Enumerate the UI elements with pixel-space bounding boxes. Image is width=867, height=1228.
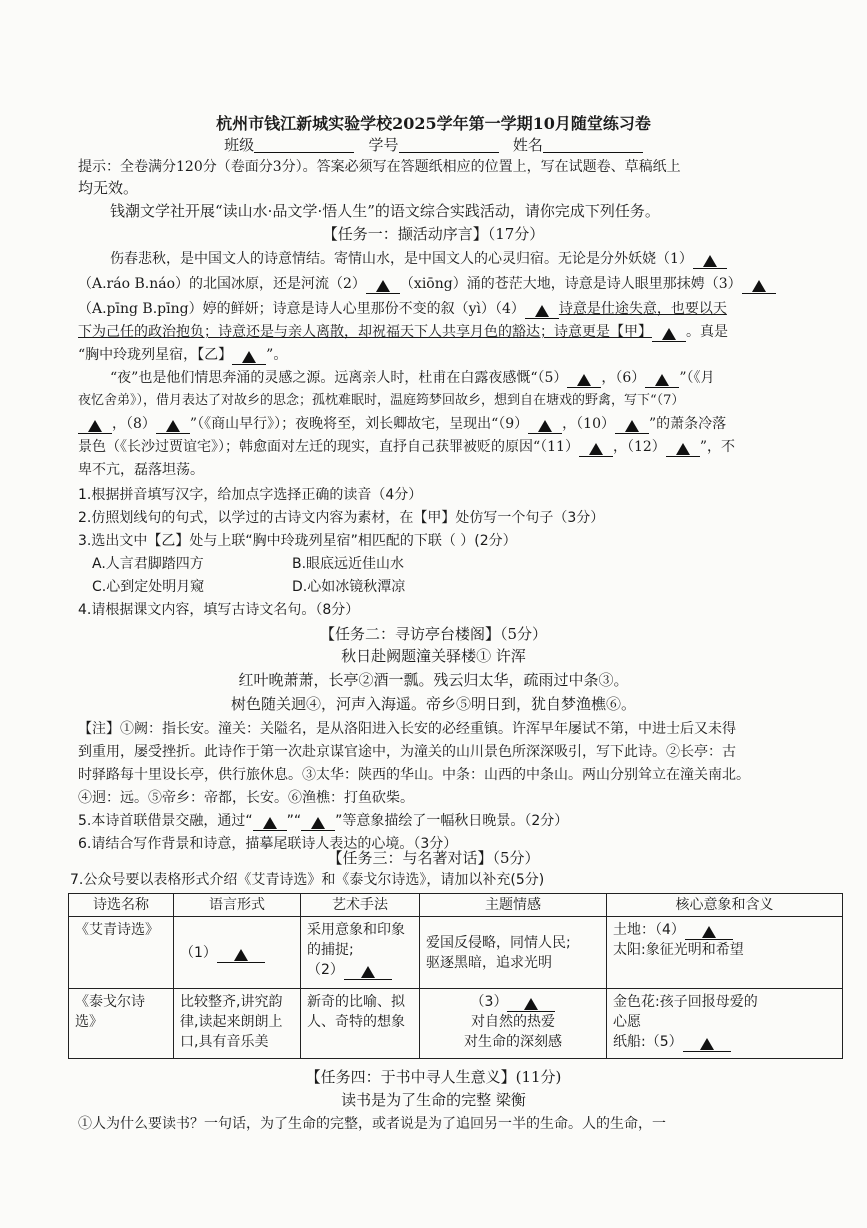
triangle-icon [655,374,669,386]
question-7: 7.公众号要以表格形式介绍《艾青诗选》和《泰戈尔诗选》，请加以补充(5分) [70,872,545,888]
essay-title: 读书是为了生命的完整 梁衡 [341,1091,526,1109]
poem-title: 秋日赴阙题潼关驿楼① 许浑 [341,647,526,665]
number-blank[interactable] [399,136,499,153]
answer-blank[interactable] [301,814,335,831]
answer-blank[interactable] [156,417,190,434]
triangle-icon [577,374,591,386]
class-blank[interactable] [254,136,354,153]
number-label: 学号 [368,136,399,154]
table-header: 语言形式 [174,894,301,917]
table-header-row [69,894,843,917]
option-d[interactable]: D.心如冰镜秋潭凉 [292,579,406,595]
answer-blank[interactable] [525,302,559,319]
triangle-icon [311,817,325,829]
triangle-icon [88,420,102,432]
options-row-2 [92,577,847,597]
table-header: 主题情感 [420,894,607,917]
triangle-icon [700,1038,714,1050]
class-label: 班级 [224,136,255,154]
answer-blank[interactable] [507,995,555,1012]
task1-line: “夜”也是他们情思奔涌的灵感之源。远离亲人时，杜甫在白露夜感慨“（5） ，（6） ”（《月 [110,370,715,386]
exam-title: 杭州市钱江新城实验学校2025学年第一学期10月随堂练习卷 [216,114,651,133]
answer-blank[interactable] [615,417,649,434]
triangle-icon [752,280,766,292]
poetry-table [68,893,843,1059]
triangle-icon [538,420,552,432]
answer-blank[interactable] [683,1035,731,1052]
table-cell: 土地：（4） 太阳:象征光明和希望 [607,917,843,989]
name-label: 姓名 [512,136,543,154]
task1-line: “胸中玲珑列星宿，【乙】 ”。 [78,347,288,363]
essay-paragraph-1: ①人为什么要读书？一句话，为了生命的完整，或者说是为了追回另一半的生命。人的生命，一 [78,1116,666,1132]
table-row [69,917,843,989]
notice-line1: 提示：全卷满分120分（卷面分3分）。答案必须写在答题纸相应的位置上，写在试题卷、草稿纸上 [78,159,681,175]
triangle-icon [676,443,690,455]
poem-note: ④迥：远。⑤帝乡：帝都，长安。⑥渔樵：打鱼砍柴。 [78,790,414,806]
poem-note: 【注】①阙：指长安。潼关：关隘名，是从洛阳进入长安的必经重镇。许浑早年屡试不第，中进士后又未得 [78,721,736,737]
answer-blank[interactable] [217,946,265,963]
task1-line: 下为己任的政治抱负；诗意还是与亲人离散，却祝福天下人共享月色的豁达；诗意更是【甲】 。真是 [78,324,728,340]
triangle-icon [166,420,180,432]
triangle-icon [524,998,538,1010]
notice-line2: 均无效。 [78,179,139,197]
option-a[interactable]: A.人言君脚踏四方 [92,556,204,572]
question-2: 2.仿照划线句的句式，以学过的古诗文内容为素材，在【甲】处仿写一个句子（3分） [78,510,605,526]
poem-note: 时驿路每十里设长亭，供行旅休息。③太华：陕西的华山。中条：山西的中条山。两山分别耸立在潼关南北。 [78,767,750,783]
table-header: 核心意象和含义 [607,894,843,917]
table-cell: 《泰戈尔诗 选》 [69,989,174,1059]
answer-blank[interactable] [232,348,266,365]
task2-heading: 【任务二：寻访亭台楼阁】（5分） [319,625,548,643]
triangle-icon [625,420,639,432]
task1-heading: 【任务一：撷活动序言】（17分） [322,225,545,243]
answer-blank[interactable] [78,417,112,434]
answer-blank[interactable] [567,371,601,388]
task4-heading: 【任务四：于书中寻人生意义】(11分) [305,1068,562,1086]
triangle-icon [662,328,676,340]
task1-line: （A.pīng B.pīng）婷的鲜妍；诗意是诗人心里那份不变的叙（yì）（4） 诗意是仕途失意，也要以天 [78,301,727,317]
table-cell: 比较整齐,讲究韵 律,读起来朗朗上 口,具有音乐美 [174,989,301,1059]
triangle-icon [242,351,256,363]
option-b[interactable]: B.眼底远近佳山水 [292,556,405,572]
table-cell: （1） [174,917,301,989]
question-4: 4.请根据课文内容，填写古诗文名句。（8分） [78,602,360,618]
task1-line: 夜忆舍弟》），借月表达了对故乡的思念；孤枕难眠时，温庭筠梦回故乡，想到自在塘戏的野禽，写下“（7） [78,393,685,408]
table-cell: 采用意象和印象 的捕捉; （2） [301,917,420,989]
question-5: 5.本诗首联借景交融，通过“ ”“ ”等意象描绘了一幅秋日晚景。（2分） [78,813,569,829]
triangle-icon [376,280,390,292]
question-3: 3.选出文中【乙】处与上联“胸中玲珑列星宿”相匹配的下联（ ）(2分） [78,533,517,549]
answer-blank[interactable] [579,440,613,457]
triangle-icon [234,949,248,961]
answer-blank[interactable] [652,325,686,342]
table-row [69,989,843,1059]
answer-blank[interactable] [528,417,562,434]
triangle-icon [589,443,603,455]
table-cell: 新奇的比喻、拟 人、奇特的想象 [301,989,420,1059]
question-1: 1.根据拼音填写汉字，给加点字选择正确的读音（4分） [78,487,423,503]
poem-line-2: 树色随关迥④，河声入海遥。帝乡⑤明日到，犹自梦渔樵⑥。 [230,695,636,713]
answer-blank[interactable] [666,440,700,457]
table-cell: 《艾青诗选》 [69,917,174,989]
answer-blank[interactable] [693,252,727,269]
options-row-1 [92,554,847,574]
table-cell: 爱国反侵略，同情人民; 驱逐黑暗，追求光明 [420,917,607,989]
table-header: 艺术手法 [301,894,420,917]
answer-blank[interactable] [645,371,679,388]
table-cell: （3） 对自然的热爱 对生命的深刻感 [420,989,607,1059]
answer-blank[interactable] [685,923,733,940]
triangle-icon [702,926,716,938]
option-c[interactable]: C.心到定处明月窥 [92,579,205,595]
poem-note: 到重用，屡受挫折。此诗作于第一次赴京谋官途中，为潼关的山川景色所深深吸引，写下此诗。②长亭：古 [78,744,736,760]
intro-text: 钱潮文学社开展“读山水·品文学·悟人生”的语文综合实践活动，请你完成下列任务。 [110,202,660,220]
triangle-icon [535,305,549,317]
student-info-row [60,135,807,155]
triangle-icon [703,255,717,267]
task1-line: ，（8） ”（《商山早行》）；夜晚将至，刘长卿故宅，呈现出“（9） ，（10） ”的萧条冷落 [78,414,847,434]
table-header: 诗选名称 [69,894,174,917]
answer-blank[interactable] [253,814,287,831]
poem-line-1: 红叶晚萧萧，长亭②酒一瓢。残云归太华，疏雨过中条③。 [238,671,629,689]
answer-blank[interactable] [344,963,392,980]
table-cell: 金色花:孩子回报母爱的 心愿 纸船:（5） [607,989,843,1059]
task1-line: 景色（《长沙过贾谊宅》）；韩愈面对左迁的现实，直抒自己获罪被贬的原因“（11） ，（12） ”，不 [78,439,735,455]
answer-blank[interactable] [366,277,400,294]
task1-line: （A.ráo B.náo）的北国冰原，还是河流（2） （xiōng）涌的苍茫大地，诗意是诗人眼里那抹娉（3） [78,274,847,294]
triangle-icon [263,817,277,829]
task1-line: 伤春悲秋，是中国文人的诗意情结。寄情山水，是中国文人的心灵归宿。无论是分外妖娆（1） [110,249,847,269]
triangle-icon [361,966,375,978]
task1-line: 卑不亢，磊落坦荡。 [78,462,204,478]
name-blank[interactable] [543,136,643,153]
question-6: 6.请结合写作背景和诗意，描摹尾联诗人表达的心境。（3分） [78,836,458,852]
task3-heading: 【任务三：与名著对话】（5分） [327,849,540,867]
answer-blank[interactable] [742,277,776,294]
